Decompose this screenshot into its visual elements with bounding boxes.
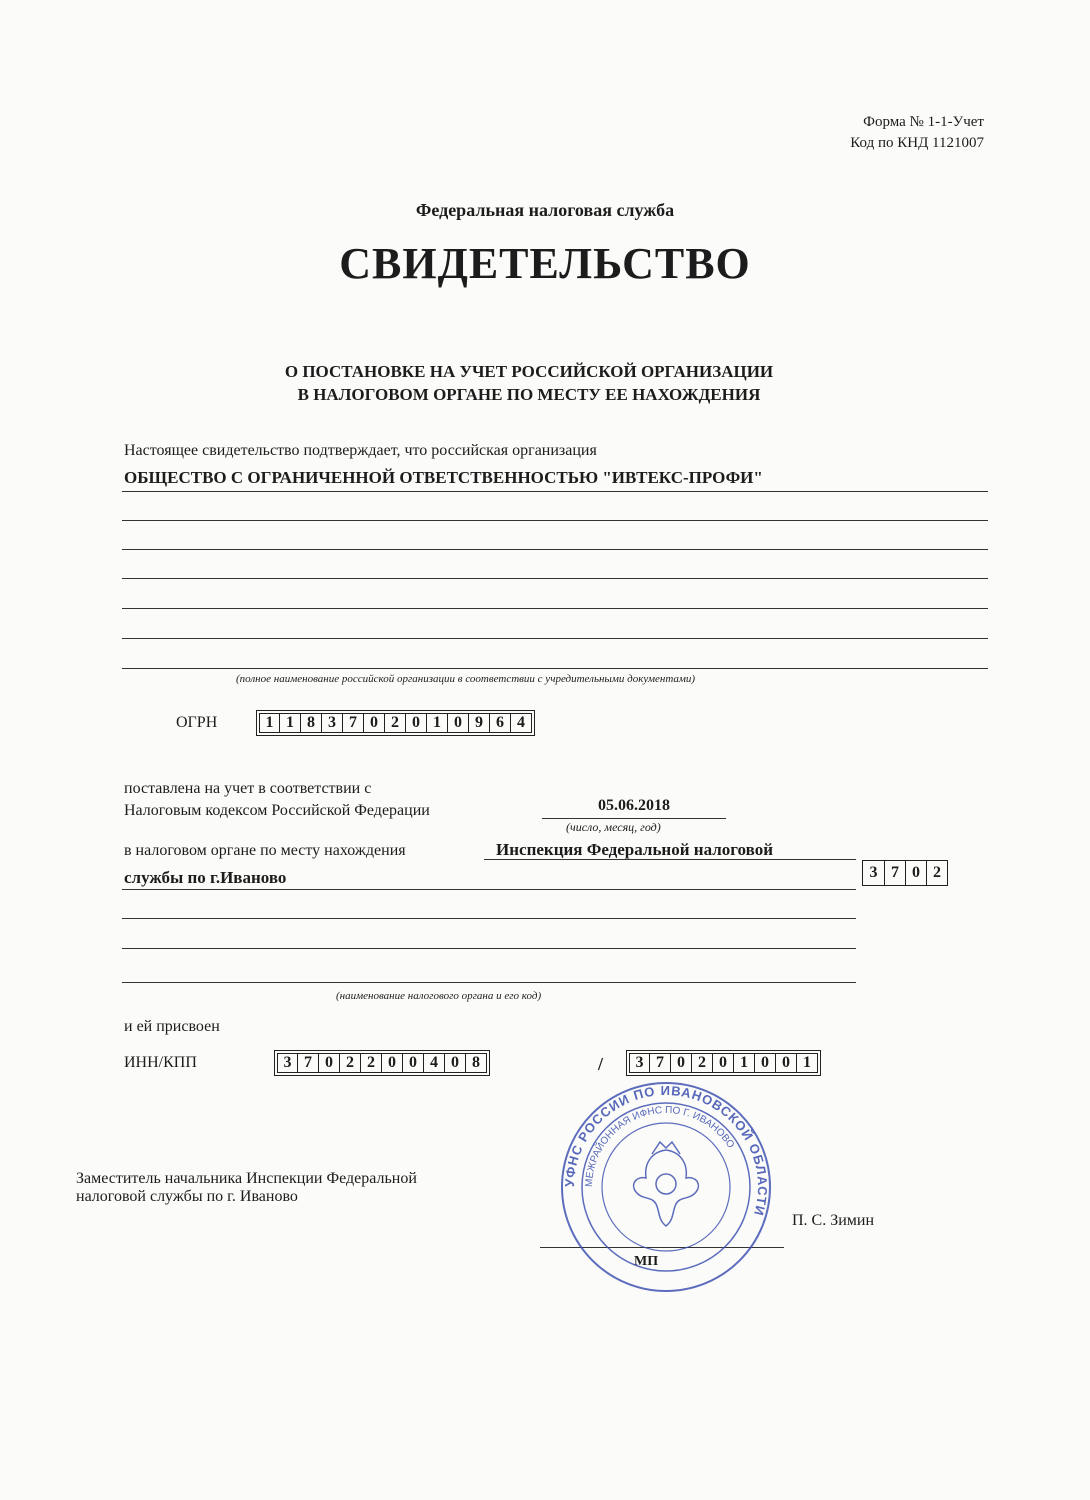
date-caption: (число, месяц, год)	[566, 820, 661, 834]
inn-cells	[274, 1050, 490, 1076]
tax-line-4	[122, 982, 856, 983]
tax-authority-name-1: Инспекция Федеральной налоговой	[496, 840, 773, 859]
tax-authority-caption: (наименование налогового органа и его код)	[336, 990, 542, 1002]
inn-digit: 7	[298, 1053, 319, 1073]
tax-line-1	[122, 889, 856, 890]
kpp-digit: 0	[755, 1053, 776, 1073]
org-line-1	[122, 491, 988, 492]
ogrn-digit: 1	[259, 713, 280, 733]
ogrn-digit: 4	[511, 713, 532, 733]
kpp-digit: 0	[776, 1053, 797, 1073]
ogrn-digit: 0	[448, 713, 469, 733]
inn-digit: 3	[277, 1053, 298, 1073]
inn-kpp-separator: /	[598, 1054, 604, 1074]
inn-digit: 4	[424, 1053, 445, 1073]
assigned-text: и ей присвоен	[124, 1018, 220, 1035]
official-stamp	[556, 1080, 776, 1295]
subtitle-line-2: В НАЛОГОВОМ ОРГАНЕ ПО МЕСТУ ЕЕ НАХОЖДЕНИЯ	[297, 385, 761, 404]
ogrn-digit: 2	[385, 713, 406, 733]
org-line-2	[122, 520, 988, 521]
ogrn-digit: 7	[343, 713, 364, 733]
kpp-digit: 1	[797, 1053, 818, 1073]
knd-code: Код по КНД 1121007	[850, 135, 984, 151]
issuer: Федеральная налоговая служба	[415, 200, 675, 220]
ogrn-digit: 3	[322, 713, 343, 733]
ogrn-digit: 0	[364, 713, 385, 733]
ogrn-digit: 1	[427, 713, 448, 733]
registration-line-2: Налоговым кодексом Российской Федерации	[124, 802, 430, 819]
kpp-digit: 7	[650, 1053, 671, 1073]
kpp-digit: 3	[629, 1053, 650, 1073]
registration-date: 05.06.2018	[598, 797, 670, 814]
document-subtitle	[0, 360, 1058, 406]
ogrn-digit: 6	[490, 713, 511, 733]
kpp-digit: 0	[713, 1053, 734, 1073]
confirmation-text: Настоящее свидетельство подтверждает, что российская организация	[124, 442, 597, 459]
tax-code-digit: 3	[869, 864, 878, 881]
kpp-cells	[626, 1050, 821, 1076]
ogrn-digit: 9	[469, 713, 490, 733]
registration-line-1: поставлена на учет в соответствии с	[124, 780, 372, 797]
kpp-digit: 1	[734, 1053, 755, 1073]
org-line-5	[122, 608, 988, 609]
org-line-4	[122, 578, 988, 579]
org-line-6	[122, 638, 988, 639]
stamp-outer-text: УФНС РОССИИ ПО ИВАНОВСКОЙ ОБЛАСТИ	[561, 1082, 771, 1218]
inn-digit: 0	[319, 1053, 340, 1073]
tax-authority-code-cells	[862, 860, 948, 886]
stamp-middle-ring	[582, 1103, 750, 1271]
ogrn-digit: 0	[406, 713, 427, 733]
stamp-inner-ring	[602, 1123, 730, 1251]
seal-label: МП	[634, 1254, 659, 1269]
tax-line-2	[122, 918, 856, 919]
inn-digit: 0	[403, 1053, 424, 1073]
ogrn-digit: 1	[280, 713, 301, 733]
organization-caption: (полное наименование российской организации в соответствии с учредительными документами)	[236, 673, 696, 685]
inn-digit: 2	[340, 1053, 361, 1073]
organization-name: ОБЩЕСТВО С ОГРАНИЧЕННОЙ ОТВЕТСТВЕННОСТЬЮ "ИВТЕКС-ПРОФИ"	[124, 468, 763, 487]
tax-line-0	[484, 859, 856, 860]
tax-authority-label: в налоговом органе по месту нахождения	[124, 842, 406, 859]
signatory-position-1: Заместитель начальника Инспекции Федеральной	[76, 1170, 417, 1187]
signatory-position-2: налоговой службы по г. Иваново	[76, 1188, 298, 1205]
signatory-name: П. С. Зимин	[792, 1212, 875, 1229]
kpp-digit: 2	[692, 1053, 713, 1073]
kpp-digit: 0	[671, 1053, 692, 1073]
inn-digit: 2	[361, 1053, 382, 1073]
emblem-icon	[634, 1142, 699, 1226]
inn-digit: 8	[466, 1053, 487, 1073]
form-info	[850, 112, 984, 154]
ogrn-cells	[256, 710, 535, 736]
date-line	[542, 818, 726, 819]
tax-line-3	[122, 948, 856, 949]
inn-kpp-label: ИНН/КПП	[124, 1054, 197, 1071]
ogrn-label: ОГРН	[176, 714, 218, 731]
tax-code-digit: 2	[926, 861, 947, 885]
document-title: СВИДЕТЕЛЬСТВО	[339, 239, 751, 288]
subtitle-line-1: О ПОСТАНОВКЕ НА УЧЕТ РОССИЙСКОЙ ОРГАНИЗАЦИИ	[284, 362, 774, 381]
form-number: Форма № 1-1-Учет	[863, 114, 984, 130]
tax-code-digit: 7	[884, 861, 905, 885]
org-line-3	[122, 549, 988, 550]
org-line-7	[122, 668, 988, 669]
tax-code-digit: 0	[905, 861, 926, 885]
tax-authority-name-2: службы по г.Иваново	[124, 868, 287, 887]
inn-digit: 0	[445, 1053, 466, 1073]
ogrn-digit: 8	[301, 713, 322, 733]
inn-digit: 0	[382, 1053, 403, 1073]
stamp-inner-text: МЕЖРАЙОННАЯ ИФНС ПО Г. ИВАНОВО	[583, 1104, 737, 1188]
